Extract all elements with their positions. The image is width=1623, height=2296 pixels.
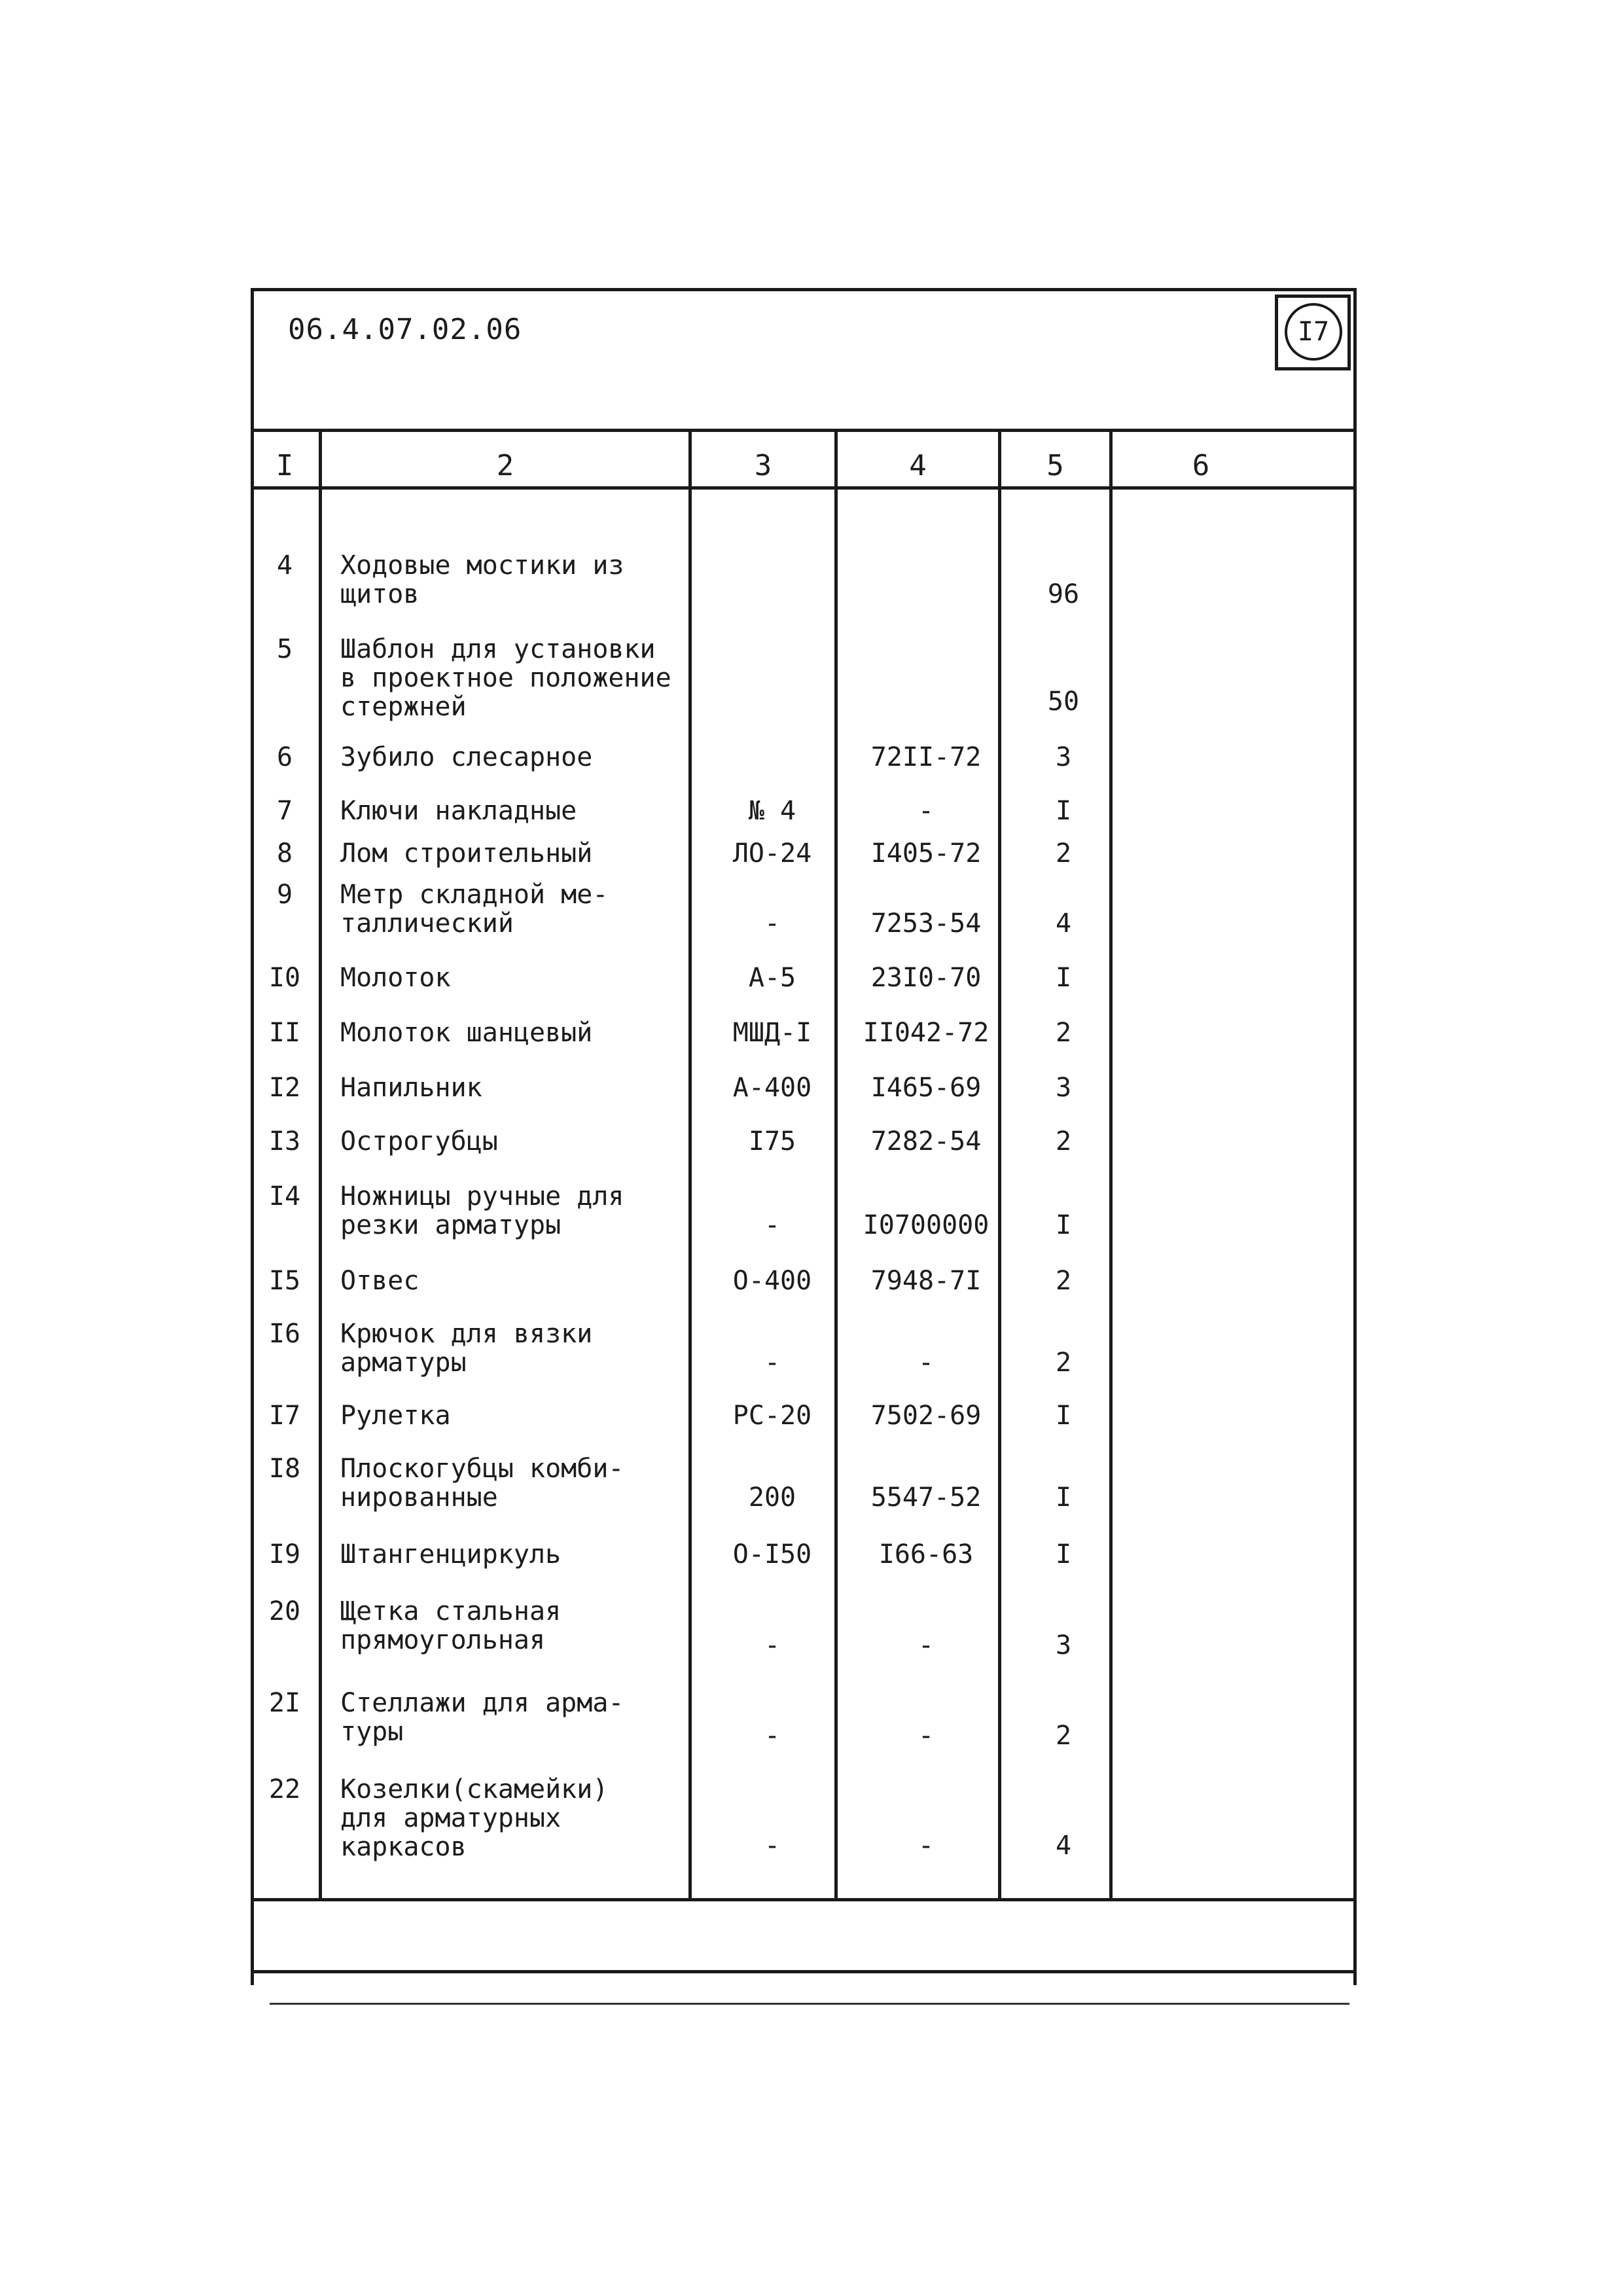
row-number: 7 (276, 796, 293, 826)
row-qty: I (1055, 1482, 1072, 1513)
row-type: - (764, 1630, 781, 1660)
row-type: I75 (748, 1126, 796, 1157)
page-number: I7 (1285, 303, 1342, 361)
row-name: Щетка стальная прямоугольная (340, 1596, 562, 1655)
row-name: Рулетка (340, 1401, 451, 1431)
row-name: Козелки(скамейки) для арматурных каркасов (340, 1774, 609, 1862)
row-name: Шаблон для установки в проектное положение стержней (340, 634, 671, 722)
row-type: - (764, 908, 781, 939)
row-number: 8 (276, 838, 293, 869)
row-type: О-400 (732, 1266, 812, 1296)
row-gost: I465-69 (870, 1073, 982, 1103)
row-number: I4 (268, 1181, 301, 1211)
row-qty: I (1055, 1210, 1072, 1240)
row-name: Ходовые мостики из щитов (340, 550, 624, 609)
page-bottom-rule (270, 2003, 1349, 2005)
row-name: Ключи накладные (340, 796, 577, 826)
row-type: А-5 (748, 963, 796, 993)
row-qty: 2 (1055, 1266, 1072, 1296)
row-type: РС-20 (732, 1401, 812, 1431)
row-gost: - (918, 1721, 935, 1751)
row-gost: II042-72 (863, 1018, 990, 1048)
row-name: Ножницы ручные для резки арматуры (340, 1181, 624, 1240)
col-header-6: 6 (1192, 449, 1210, 482)
row-number: I9 (268, 1539, 301, 1570)
col-header-2: 2 (496, 449, 514, 482)
row-qty: I (1055, 796, 1072, 826)
row-qty: 4 (1055, 908, 1072, 939)
row-number: 20 (268, 1596, 301, 1626)
row-name: Штангенциркуль (340, 1539, 562, 1570)
table-bottom-rule (251, 1898, 1357, 1901)
row-qty: 2 (1055, 1348, 1072, 1378)
row-type: - (764, 1831, 781, 1861)
row-name: Напильник (340, 1073, 482, 1103)
row-number: 9 (276, 880, 293, 910)
row-number: 4 (276, 550, 293, 581)
row-qty: I (1055, 1401, 1072, 1431)
row-number: I6 (268, 1319, 301, 1349)
row-qty: 2 (1055, 1018, 1072, 1048)
row-name: Зубило слесарное (340, 742, 593, 772)
row-qty: I (1055, 963, 1072, 993)
row-number: I7 (268, 1401, 301, 1431)
row-name: Отвес (340, 1266, 419, 1296)
row-name: Острогубцы (340, 1126, 498, 1157)
row-gost: 7948-7I (870, 1266, 982, 1296)
row-qty: 3 (1055, 742, 1072, 772)
row-qty: 4 (1055, 1831, 1072, 1861)
row-gost: I405-72 (870, 838, 982, 869)
col-separator-5 (1109, 429, 1113, 1898)
page-number-box (1275, 295, 1351, 370)
row-gost: I66-63 (878, 1539, 974, 1570)
row-name: Стеллажи для арма- туры (340, 1688, 624, 1747)
row-qty: 2 (1055, 1126, 1072, 1157)
row-type: О-I50 (732, 1539, 812, 1570)
row-type: ЛО-24 (732, 838, 812, 869)
row-type: МШД-I (732, 1018, 812, 1048)
footer-bottom-rule (251, 1970, 1357, 1973)
row-gost: 7253-54 (870, 908, 982, 939)
row-gost: - (918, 796, 935, 826)
col-header-4: 4 (909, 449, 927, 482)
row-type: А-400 (732, 1073, 812, 1103)
row-name: Плоскогубцы комби- нированные (340, 1454, 624, 1513)
header-bottom-rule (251, 486, 1357, 490)
row-gost: 72II-72 (870, 742, 982, 772)
col-header-5: 5 (1046, 449, 1064, 482)
row-qty: 3 (1055, 1630, 1072, 1660)
row-gost: 7502-69 (870, 1401, 982, 1431)
row-type: - (764, 1721, 781, 1751)
row-gost: - (918, 1348, 935, 1378)
row-qty: 3 (1055, 1073, 1072, 1103)
header-top-rule (251, 429, 1357, 432)
row-number: 22 (268, 1774, 301, 1804)
row-gost: I0700000 (863, 1210, 990, 1240)
row-type: № 4 (748, 796, 796, 826)
row-number: I5 (268, 1266, 301, 1296)
row-name: Лом строительный (340, 838, 593, 869)
col-separator-4 (998, 429, 1001, 1898)
row-gost: 23I0-70 (870, 963, 982, 993)
row-number: 6 (276, 742, 293, 772)
row-qty: 96 (1047, 579, 1080, 609)
row-number: I0 (268, 963, 301, 993)
row-gost: 7282-54 (870, 1126, 982, 1157)
row-type: - (764, 1348, 781, 1378)
row-name: Метр складной ме- таллический (340, 880, 609, 939)
row-gost: - (918, 1831, 935, 1861)
row-qty: I (1055, 1539, 1072, 1570)
row-name: Молоток (340, 963, 451, 993)
row-number: 2I (268, 1688, 301, 1718)
row-qty: 2 (1055, 1721, 1072, 1751)
col-header-3: 3 (754, 449, 772, 482)
col-header-1: I (276, 449, 294, 482)
row-qty: 50 (1047, 687, 1080, 717)
document-code: 06.4.07.02.06 (288, 313, 522, 346)
row-number: I3 (268, 1126, 301, 1157)
row-gost: - (918, 1630, 935, 1660)
row-number: I8 (268, 1454, 301, 1484)
row-number: 5 (276, 634, 293, 664)
row-type: - (764, 1210, 781, 1240)
col-separator-3 (834, 429, 838, 1898)
row-number: II (268, 1018, 301, 1048)
row-number: I2 (268, 1073, 301, 1103)
row-type: 200 (748, 1482, 796, 1513)
row-name: Молоток шанцевый (340, 1018, 593, 1048)
col-separator-1 (319, 429, 322, 1898)
row-name: Крючок для вязки арматуры (340, 1319, 593, 1378)
row-gost: 5547-52 (870, 1482, 982, 1513)
row-qty: 2 (1055, 838, 1072, 869)
col-separator-2 (688, 429, 692, 1898)
